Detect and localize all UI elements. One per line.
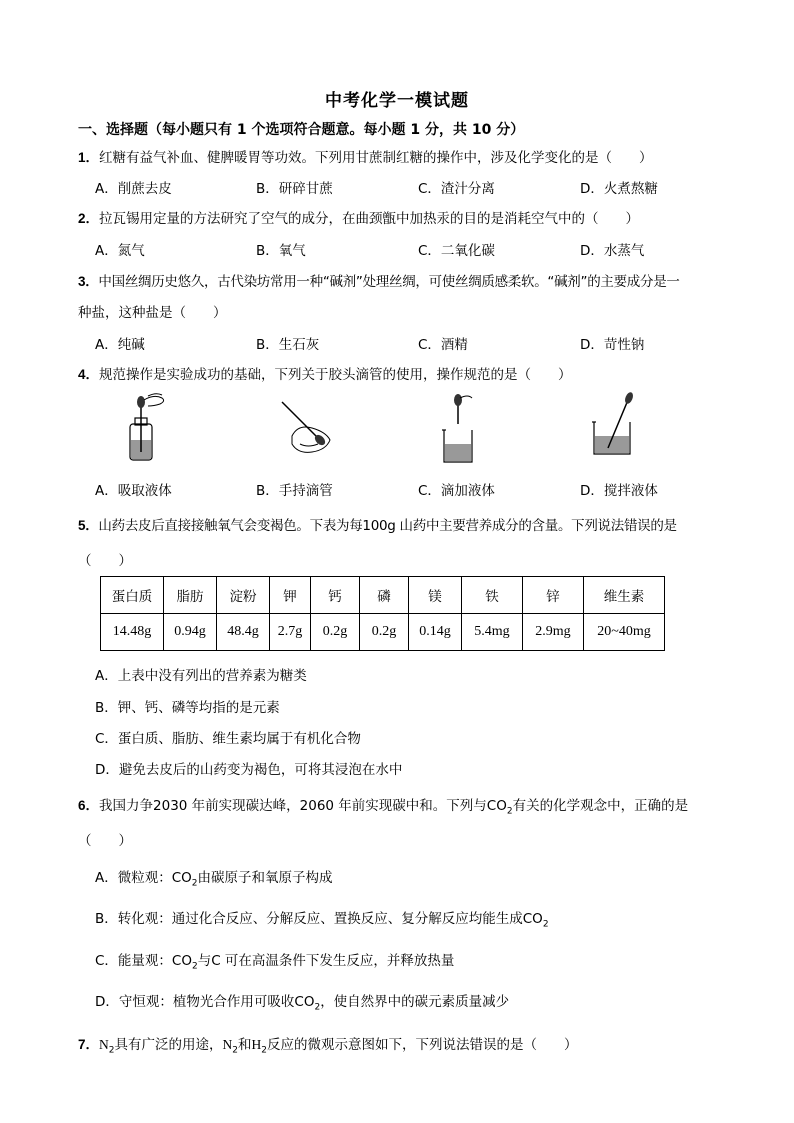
subscript: 2 [191, 878, 198, 889]
table-header-cell: 钙 [311, 577, 360, 614]
table-header-cell: 淀粉 [217, 577, 270, 614]
option-d[interactable]: D．水蒸气 [580, 243, 645, 259]
table-header-row [101, 577, 665, 614]
option-b[interactable] [95, 907, 549, 930]
question-3-continued: 种盐，这种盐是（ ） [78, 305, 227, 321]
formula-h: H [251, 1037, 262, 1052]
subscript: 2 [542, 919, 549, 930]
table-cell: 5.4mg [462, 614, 523, 651]
option-c[interactable]: C．滴加液体 [418, 483, 495, 499]
table-header-cell: 维生素 [584, 577, 665, 614]
subscript: 2 [108, 1045, 115, 1056]
question-text: 具有广泛的用途， [114, 1037, 223, 1053]
table-cell: 2.7g [270, 614, 311, 651]
question-number: 5． [78, 518, 99, 533]
subscript: 2 [261, 1045, 267, 1056]
question-text: 拉瓦锡用定量的方法研究了空气的成分，在曲颈甑中加热汞的目的是消耗空气中的（ ） [99, 211, 640, 227]
question-number: 7． [78, 1037, 100, 1052]
option-d[interactable]: D．火煮熬糖 [580, 181, 658, 197]
option-a[interactable]: A．上表中没有列出的营养素为糖类 [95, 668, 307, 684]
question-text: 和 [237, 1037, 252, 1053]
table-header-cell: 镁 [409, 577, 462, 614]
option-text: ，使自然界中的碳元素质量减少 [320, 994, 510, 1010]
option-text: C．能量观：CO [95, 953, 192, 969]
option-b[interactable]: B．生石灰 [256, 337, 320, 353]
table-header-cell: 锌 [523, 577, 584, 614]
option-text: A．微粒观：CO [95, 870, 192, 886]
answer-blank: （ ） [78, 553, 132, 569]
table-header-cell: 蛋白质 [101, 577, 164, 614]
section-heading: 一、选择题（每小题只有 1 个选项符合题意。每小题 1 分，共 10 分） [78, 122, 525, 138]
table-cell: 2.9mg [523, 614, 584, 651]
option-b[interactable]: B．研碎甘蔗 [256, 181, 333, 197]
question-number: 6． [78, 798, 100, 813]
question-6 [78, 794, 688, 817]
table-cell: 20~40mg [584, 614, 665, 651]
option-a[interactable]: A．纯碱 [95, 337, 145, 353]
question-text: 我国力争2030 年前实现碳达峰，2060 年前实现碳中和。下列与CO [99, 798, 507, 814]
option-a[interactable]: A．吸取液体 [95, 483, 172, 499]
answer-blank: （ ） [78, 833, 132, 849]
option-text: D．守恒观：植物光合作用可吸收CO [95, 994, 315, 1010]
option-text: 由碳原子和氧原子构成 [197, 870, 333, 886]
question-number: 2． [78, 211, 100, 226]
table-cell: 0.2g [360, 614, 409, 651]
dropper-add-liquid-figure [436, 392, 480, 466]
nutrition-table [100, 576, 665, 651]
option-b[interactable]: B．钾、钙、磷等均指的是元素 [95, 700, 280, 716]
dropper-suck-liquid-figure [118, 392, 178, 464]
option-a[interactable]: A．氮气 [95, 243, 145, 259]
formula-n: N [99, 1037, 109, 1052]
subscript: 2 [232, 1045, 238, 1056]
page-title: 中考化学一模试题 [325, 91, 469, 111]
option-c[interactable]: C．二氧化碳 [418, 243, 495, 259]
option-b[interactable]: B．氧气 [256, 243, 306, 259]
question-2 [78, 207, 639, 227]
table-header-cell: 脂肪 [164, 577, 217, 614]
question-text: 红糖有益气补血、健脾暖胃等功效。下列用甘蔗制红糖的操作中，涉及化学变化的是（ ） [99, 150, 653, 166]
option-c[interactable]: C．蛋白质、脂肪、维生素均属于有机化合物 [95, 731, 361, 747]
question-number: 3． [78, 274, 99, 289]
question-number: 1． [78, 150, 100, 165]
option-d[interactable]: D．避免去皮后的山药变为褐色，可将其浸泡在水中 [95, 762, 403, 778]
option-text: B．转化观：通过化合反应、分解反应、置换反应、复分解反应均能生成CO [95, 911, 543, 927]
option-d[interactable] [95, 990, 509, 1013]
option-b[interactable]: B．手持滴管 [256, 483, 333, 499]
table-cell: 0.14g [409, 614, 462, 651]
option-a[interactable] [95, 866, 333, 889]
question-7 [78, 1033, 577, 1056]
option-a[interactable]: A．削蔗去皮 [95, 181, 172, 197]
question-number: 4． [78, 367, 100, 382]
table-cell: 0.2g [311, 614, 360, 651]
question-4 [78, 363, 572, 383]
question-text: 反应的微观示意图如下，下列说法错误的是（ ） [266, 1037, 578, 1053]
question-text: 中国丝绸历史悠久，古代染坊常用一种“碱剂”处理丝绸，可使丝绸质感柔软。“碱剂”的主要成分是一 [98, 274, 680, 290]
option-c[interactable]: C．酒精 [418, 337, 468, 353]
table-cell: 14.48g [101, 614, 164, 651]
table-cell: 0.94g [164, 614, 217, 651]
subscript: 2 [506, 806, 513, 817]
question-text: 有关的化学观念中，正确的是 [512, 798, 689, 814]
question-5 [78, 514, 677, 534]
option-d[interactable]: D．搅拌液体 [580, 483, 658, 499]
dropper-hand-holding-figure [278, 398, 334, 460]
table-header-cell: 铁 [462, 577, 523, 614]
table-cell: 48.4g [217, 614, 270, 651]
dropper-stir-liquid-figure [590, 392, 640, 460]
table-row [101, 614, 665, 651]
question-text: 山药去皮后直接接触氧气会变褐色。下表为每100g 山药中主要营养成分的含量。下列说法错误的是 [98, 518, 677, 534]
option-text: 与C 可在高温条件下发生反应，并释放热量 [197, 953, 455, 969]
subscript: 2 [314, 1002, 321, 1013]
option-c[interactable] [95, 949, 454, 972]
option-c[interactable]: C．渣汁分离 [418, 181, 495, 197]
table-header-cell: 钾 [270, 577, 311, 614]
question-text: 规范操作是实验成功的基础，下列关于胶头滴管的使用，操作规范的是（ ） [99, 367, 572, 383]
question-1 [78, 146, 653, 166]
option-d[interactable]: D．苛性钠 [580, 337, 645, 353]
subscript: 2 [191, 961, 198, 972]
question-3 [78, 270, 680, 290]
formula-n: N [222, 1037, 233, 1052]
table-header-cell: 磷 [360, 577, 409, 614]
